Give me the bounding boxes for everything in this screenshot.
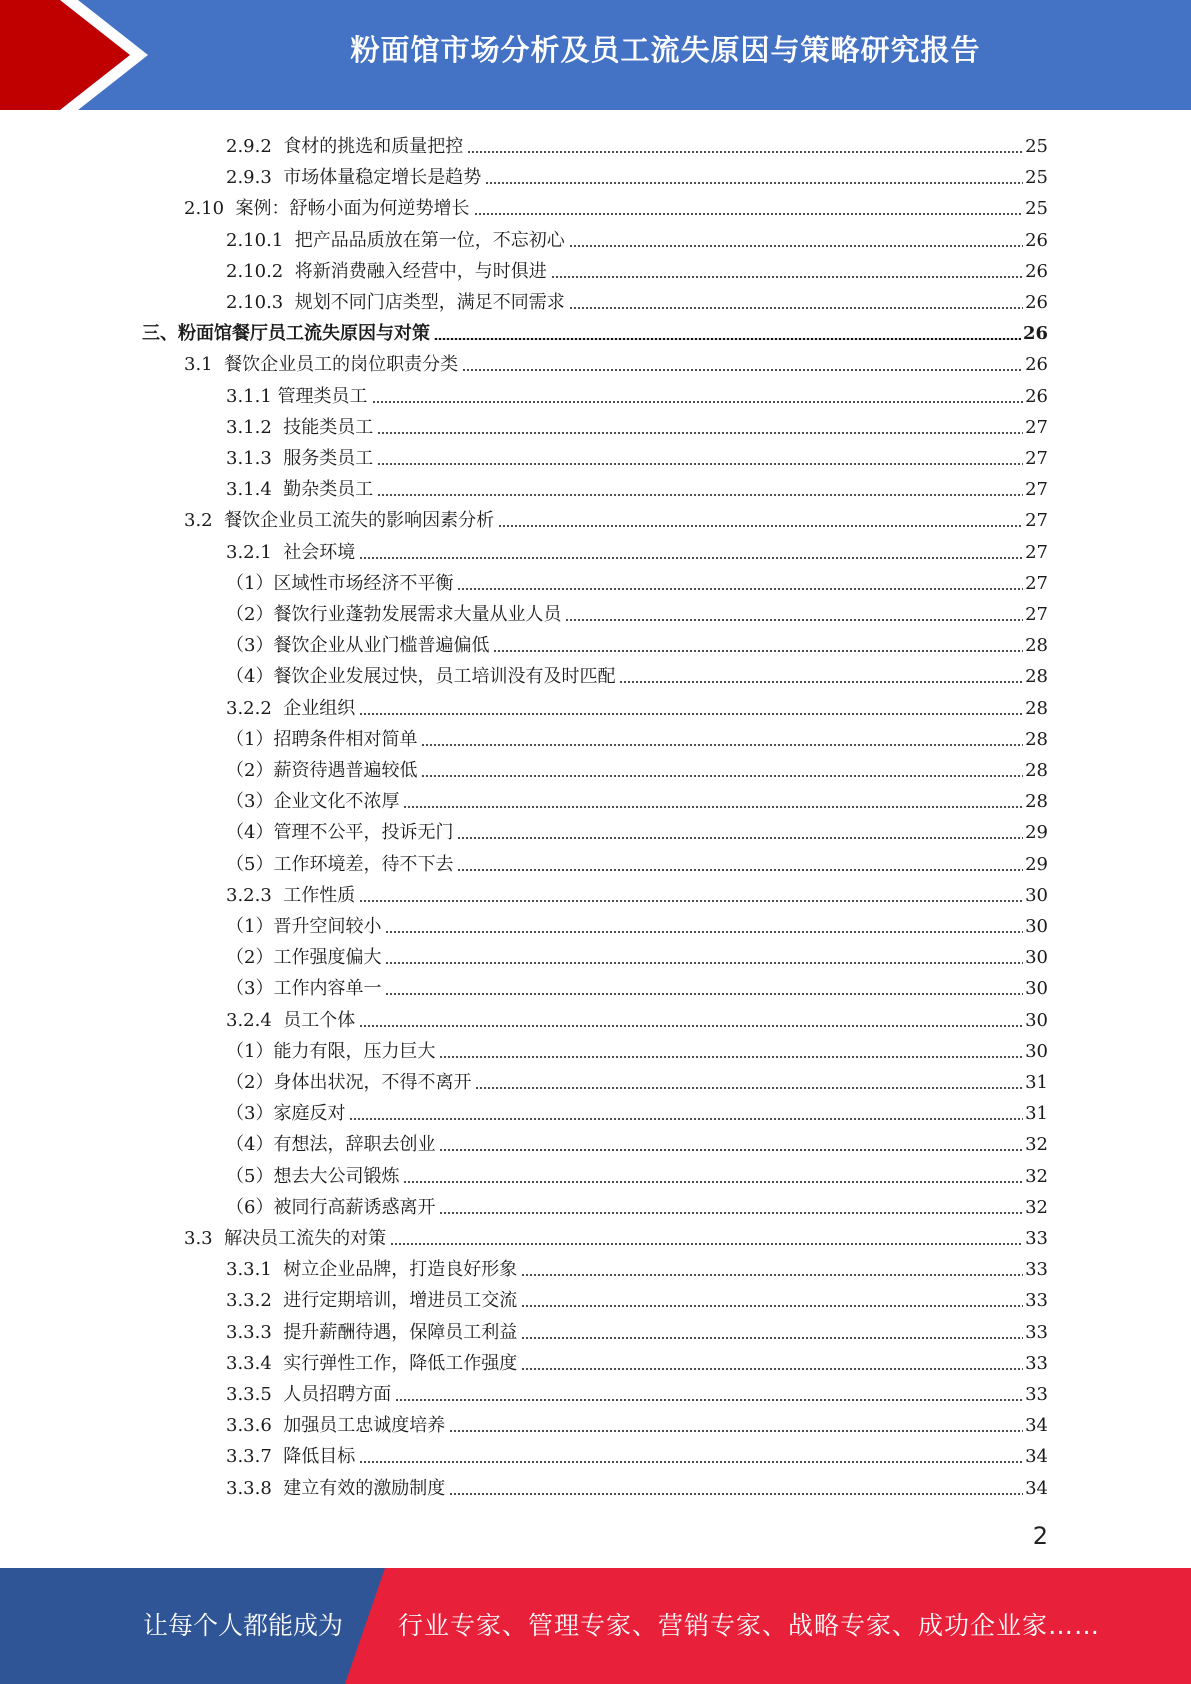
toc-entry-page: 25 [1025,198,1048,220]
toc-dot-leader [395,1399,1023,1401]
toc-entry-page: 33 [1025,1290,1048,1312]
toc-entry-title: 3.1.1 管理类员工 [226,385,368,407]
toc-entry[interactable] [142,314,1048,345]
toc-entry-title: （6）被同行高薪诱惑离开 [226,1196,436,1218]
toc-entry-title: （3）企业文化不浓厚 [226,791,400,813]
toc-dot-leader [619,681,1023,683]
toc-entry[interactable] [226,969,1048,1000]
toc-entry-page: 34 [1025,1446,1048,1468]
toc-entry[interactable] [226,626,1048,657]
toc-entry[interactable] [226,1250,1048,1281]
toc-entry[interactable] [226,938,1048,969]
toc-dot-leader [359,713,1023,715]
toc-entry[interactable] [226,876,1048,907]
toc-entry[interactable] [226,813,1048,844]
toc-entry[interactable] [226,1001,1048,1032]
toc-entry-page: 26 [1022,323,1048,345]
toc-entry-title: （2）工作强度偏大 [226,947,382,969]
toc-entry-title: 3.2.4 员工个体 [226,1009,356,1031]
toc-entry-title: 3.1.3 服务类员工 [226,448,374,469]
toc-entry[interactable] [226,1094,1048,1125]
toc-entry-title: 3.3.1 树立企业品牌，打造良好形象 [226,1259,518,1281]
toc-entry-page: 32 [1025,1196,1048,1218]
toc-dot-leader [359,557,1023,559]
toc-entry-page: 32 [1025,1165,1048,1187]
toc-entry[interactable] [226,689,1048,720]
toc-entry-title: 2.10.3 规划不同门店类型，满足不同需求 [226,292,565,313]
page-header [0,0,1191,110]
toc-dot-leader [457,588,1023,590]
toc-entry-title: 3.3.5 人员招聘方面 [226,1384,392,1405]
toc-entry[interactable] [226,1344,1048,1375]
toc-entry-page: 26 [1025,354,1048,376]
page-footer [0,1568,1191,1684]
toc-entry-page: 25 [1025,136,1048,157]
toc-entry[interactable] [226,1157,1048,1188]
toc-entry-title: （4）有想法，辞职去创业 [226,1134,436,1156]
toc-dot-leader [521,1305,1023,1307]
page-title: 粉面馆市场分析及员工流失原因与策略研究报告 [350,33,981,67]
toc-dot-leader [377,494,1023,496]
toc-dot-leader [521,1368,1023,1370]
toc-entry-title: 三、粉面馆餐厅员工流失原因与对策 [142,323,430,345]
toc-dot-leader [385,931,1023,933]
toc-entry-title: 2.10.2 将新消费融入经营中，与时俱进 [226,260,547,282]
toc-dot-leader [421,744,1023,746]
toc-dot-leader [467,151,1023,153]
toc-dot-leader [493,650,1023,652]
toc-entry-title: （4）管理不公平，投诉无门 [226,822,454,844]
header-arrow-graphic [0,0,160,110]
footer-slogan-right: 行业专家、管理专家、营销专家、战略专家、成功企业家…… [398,1611,1101,1640]
toc-entry[interactable] [184,345,1048,376]
toc-entry-title: 3.2 餐饮企业员工流失的影响因素分析 [184,510,495,532]
toc-entry-title: 3.3.2 进行定期培训，增进员工交流 [226,1290,518,1312]
toc-entry-page: 25 [1025,167,1048,189]
toc-entry-page: 33 [1025,1384,1048,1405]
toc-entry[interactable] [226,408,1048,439]
toc-entry[interactable] [226,751,1048,782]
toc-entry[interactable] [226,1406,1048,1437]
toc-entry-title: （2）身体出状况，不得不离开 [226,1072,472,1093]
toc-dot-leader [462,369,1023,371]
toc-entry[interactable] [226,720,1048,751]
toc-entry[interactable] [226,657,1048,688]
toc-entry-title: 2.10.1 把产品品质放在第一位，不忘初心 [226,229,565,251]
toc-dot-leader [457,869,1023,871]
toc-entry[interactable] [226,439,1048,470]
toc-entry-page: 30 [1025,978,1048,1000]
toc-dot-leader [457,837,1023,839]
toc-entry-page: 27 [1025,448,1048,469]
toc-entry-title: 2.9.3 市场体量稳定增长是趋势 [226,167,482,189]
toc-entry-title: 2.9.2 食材的挑选和质量把控 [226,136,464,157]
toc-dot-leader [359,1025,1023,1027]
toc-entry[interactable] [226,1125,1048,1156]
toc-entry-title: 3.3.7 降低目标 [226,1446,356,1468]
toc-entry-page: 33 [1025,1352,1048,1374]
toc-entry-page: 33 [1025,1259,1048,1281]
toc-entry[interactable] [226,564,1048,595]
toc-dot-leader [434,338,1021,340]
toc-entry-title: （1）区域性市场经济不平衡 [226,572,454,594]
toc-dot-leader [385,993,1023,995]
toc-entry-page: 26 [1025,385,1048,407]
toc-dot-leader [385,962,1023,964]
toc-entry-title: 3.1.4 勤杂类员工 [226,479,374,501]
page-number: 2 [1032,1522,1048,1550]
toc-entry[interactable] [226,1375,1048,1406]
toc-entry-page: 27 [1025,479,1048,501]
toc-entry-page: 28 [1025,666,1048,688]
toc-dot-leader [349,1118,1023,1120]
toc-entry[interactable] [226,1437,1048,1468]
toc-entry-page: 31 [1025,1103,1048,1125]
toc-entry[interactable] [226,377,1048,408]
toc-entry[interactable] [226,782,1048,813]
toc-dot-leader [569,245,1023,247]
toc-entry-title: 3.2.2 企业组织 [226,697,356,719]
toc-entry[interactable] [226,283,1048,314]
toc-entry-title: （3）餐饮企业从业门槛普遍偏低 [226,635,490,657]
toc-entry-title: （3）工作内容单一 [226,978,382,1000]
toc-entry[interactable] [226,470,1048,501]
toc-entry-title: 3.3 解决员工流失的对策 [184,1228,387,1249]
toc-entry-page: 28 [1025,635,1048,657]
toc-dot-leader [521,1337,1023,1339]
toc-entry[interactable] [184,189,1048,220]
toc-entry-page: 30 [1025,884,1048,906]
toc-entry[interactable] [226,595,1048,626]
toc-entry-page: 34 [1025,1477,1048,1499]
toc-entry[interactable] [226,1032,1048,1063]
toc-dot-leader [565,619,1023,621]
toc-dot-leader [485,182,1023,184]
toc-entry-title: （5）工作环境差，待不下去 [226,853,454,875]
toc-dot-leader [359,900,1023,902]
toc-entry-page: 26 [1025,229,1048,251]
toc-dot-leader [439,1149,1023,1151]
toc-entry-page: 27 [1025,572,1048,594]
toc-entry[interactable] [226,533,1048,564]
toc-entry[interactable] [226,221,1048,252]
toc-entry-page: 27 [1025,541,1048,563]
toc-entry[interactable] [184,501,1048,532]
toc-entry-title: （1）招聘条件相对简单 [226,728,418,750]
toc-dot-leader [377,463,1023,465]
toc-entry-title: （1）晋升空间较小 [226,916,382,937]
toc-entry-page: 31 [1025,1072,1048,1093]
toc-entry[interactable] [226,127,1048,158]
toc-entry-title: 3.3.3 提升薪酬待遇，保障员工利益 [226,1321,518,1343]
toc-dot-leader [569,307,1023,309]
toc-entry-page: 28 [1025,760,1048,781]
toc-entry-page: 30 [1025,1009,1048,1031]
toc-dot-leader [498,525,1023,527]
toc-entry[interactable] [226,1281,1048,1312]
toc-dot-leader [372,401,1024,403]
toc-entry-title: （3）家庭反对 [226,1103,346,1125]
toc-dot-leader [474,213,1024,215]
toc-entry-page: 27 [1025,510,1048,532]
toc-entry-title: 3.1 餐饮企业员工的岗位职责分类 [184,354,459,376]
toc-entry[interactable] [226,252,1048,283]
toc-dot-leader [403,1181,1023,1183]
toc-entry[interactable] [226,845,1048,876]
toc-dot-leader [521,1274,1023,1276]
toc-entry-page: 29 [1025,853,1048,875]
toc-entry-page: 30 [1025,916,1048,937]
toc-entry-page: 32 [1025,1134,1048,1156]
toc-dot-leader [475,1087,1023,1089]
toc-entry-title: 3.2.1 社会环境 [226,541,356,563]
toc-entry-title: （1）能力有限，压力巨大 [226,1040,436,1062]
toc-entry-title: 3.3.4 实行弹性工作，降低工作强度 [226,1352,518,1374]
toc-entry-page: 30 [1025,947,1048,969]
toc-dot-leader [421,775,1023,777]
toc-dot-leader [359,1461,1023,1463]
toc-entry-page: 29 [1025,822,1048,844]
toc-entry[interactable] [226,907,1048,938]
toc-entry-page: 33 [1025,1321,1048,1343]
toc-entry-title: （4）餐饮企业发展过快，员工培训没有及时匹配 [226,666,616,688]
toc-entry[interactable] [226,1188,1048,1219]
toc-entry-page: 30 [1025,1040,1048,1062]
toc-entry-title: （5）想去大公司锻炼 [226,1165,400,1187]
toc-dot-leader [377,432,1023,434]
toc-dot-leader [439,1056,1023,1058]
footer-slogan-left: 让每个人都能成为 [143,1611,344,1640]
toc-dot-leader [439,1212,1023,1214]
toc-entry-title: （2）薪资待遇普遍较低 [226,760,418,781]
toc-entry-page: 27 [1025,416,1048,438]
toc-entry-page: 34 [1025,1415,1048,1437]
toc-entry-page: 28 [1025,697,1048,719]
toc-entry-page: 28 [1025,791,1048,813]
toc-entry-page: 27 [1025,604,1048,625]
toc-entry[interactable] [226,158,1048,189]
toc-dot-leader [449,1493,1023,1495]
toc-entry-page: 33 [1025,1228,1048,1249]
toc-dot-leader [403,806,1023,808]
toc-entry[interactable] [226,1063,1048,1094]
toc-entry[interactable] [184,1219,1048,1250]
toc-dot-leader [449,1430,1023,1432]
toc-entry-title: （2）餐饮行业蓬勃发展需求大量从业人员 [226,604,562,625]
toc-entry-title: 2.10 案例：舒畅小面为何逆势增长 [184,198,470,220]
toc-entry-title: 3.1.2 技能类员工 [226,416,374,438]
toc-entry-title: 3.2.3 工作性质 [226,884,356,906]
toc-entry[interactable] [226,1469,1048,1500]
toc-entry-page: 26 [1025,292,1048,313]
toc-dot-leader [551,276,1023,278]
toc-dot-leader [390,1243,1023,1245]
toc-entry[interactable] [226,1313,1048,1344]
toc-entry-title: 3.3.6 加强员工忠诚度培养 [226,1415,446,1437]
toc-entry-title: 3.3.8 建立有效的激励制度 [226,1477,446,1499]
toc-entry-page: 26 [1025,260,1048,282]
toc-entry-page: 28 [1025,728,1048,750]
